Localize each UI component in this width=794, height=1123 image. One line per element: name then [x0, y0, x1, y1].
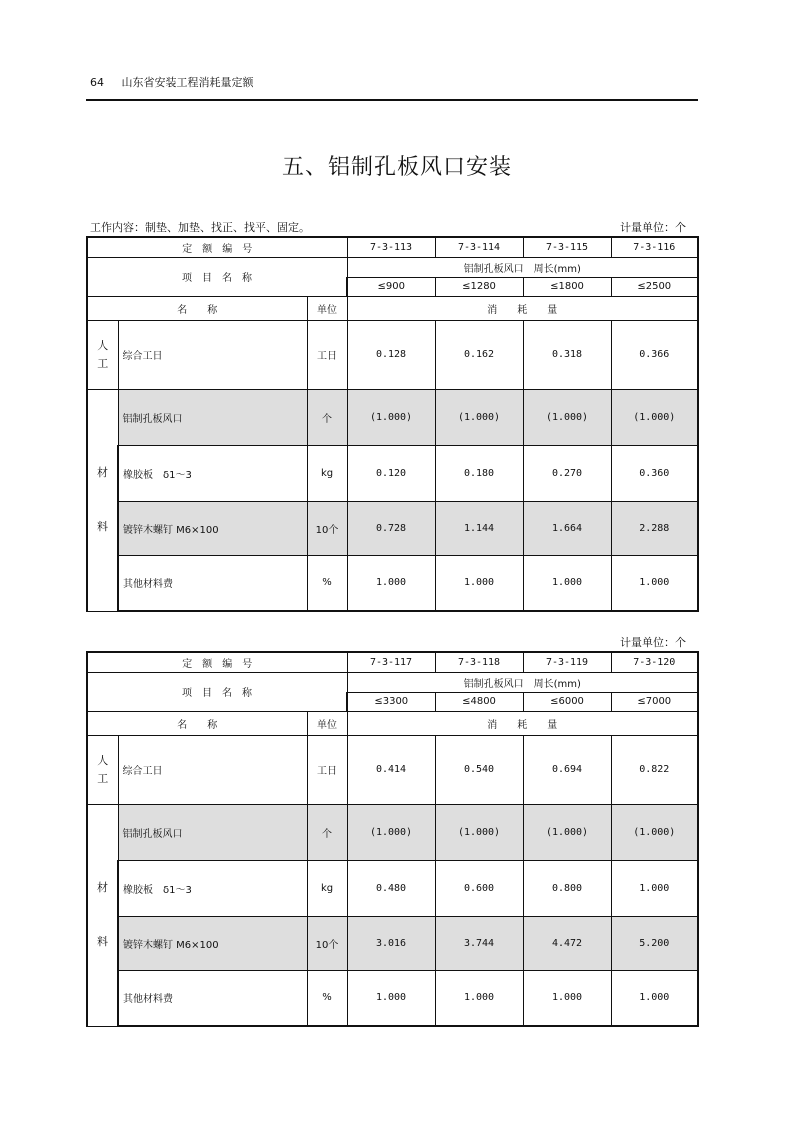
cell-value: (1.000)	[435, 804, 523, 860]
row-unit: 个	[307, 389, 347, 445]
row-unit: 10个	[307, 501, 347, 555]
cell-value: 3.016	[347, 916, 435, 970]
cell-value: 1.000	[435, 555, 523, 611]
unit-column-header: 单位	[307, 711, 347, 735]
cell-value: 0.180	[435, 445, 523, 501]
category-labor: 人 工	[87, 320, 118, 389]
cell-value: 0.822	[611, 735, 698, 804]
row-name: 镀锌木螺钉 M6×100	[118, 916, 307, 970]
cell-value: 0.728	[347, 501, 435, 555]
spec-value: ≤6000	[523, 692, 611, 711]
table-row	[87, 735, 698, 804]
spec-value: ≤1800	[523, 277, 611, 296]
table-row	[87, 501, 698, 555]
row-name: 橡胶板 δ1～3	[118, 445, 307, 501]
cell-value: 0.694	[523, 735, 611, 804]
cell-value: 0.120	[347, 445, 435, 501]
row-unit: %	[307, 555, 347, 611]
consumption-header: 消 耗 量	[347, 296, 698, 320]
category-material: 材 料	[87, 389, 118, 611]
quota-table-2	[86, 651, 699, 1027]
spec-value: ≤2500	[611, 277, 698, 296]
spec-value: ≤900	[347, 277, 435, 296]
cell-value: (1.000)	[523, 389, 611, 445]
cell-value: (1.000)	[435, 389, 523, 445]
row-name: 铝制孔板风口	[118, 389, 307, 445]
cell-value: 1.000	[435, 970, 523, 1026]
name-column-header: 名 称	[87, 296, 307, 320]
spec-title: 铝制孔板风口 周长(mm)	[347, 672, 698, 692]
item-name-label: 项 目 名 称	[87, 257, 347, 296]
cell-value: 1.000	[523, 970, 611, 1026]
quota-code: 7-3-120	[611, 652, 698, 672]
category-material: 材 料	[87, 804, 118, 1026]
header-rule	[86, 99, 698, 101]
cell-value: 0.414	[347, 735, 435, 804]
cell-value: 1.000	[611, 555, 698, 611]
quota-code: 7-3-117	[347, 652, 435, 672]
row-unit: 工日	[307, 320, 347, 389]
cell-value: 0.270	[523, 445, 611, 501]
cell-value: (1.000)	[523, 804, 611, 860]
cell-value: 1.664	[523, 501, 611, 555]
cell-value: (1.000)	[611, 389, 698, 445]
unit-note-2: 计量单位：个	[620, 636, 686, 649]
spec-value: ≤3300	[347, 692, 435, 711]
row-unit: 工日	[307, 735, 347, 804]
item-name-label: 项 目 名 称	[87, 672, 347, 711]
cell-value: 3.744	[435, 916, 523, 970]
cell-value: 5.200	[611, 916, 698, 970]
table-row	[87, 320, 698, 389]
cell-value: 0.480	[347, 860, 435, 916]
table-row	[87, 804, 698, 860]
cell-value: (1.000)	[347, 389, 435, 445]
name-column-header: 名 称	[87, 711, 307, 735]
consumption-header: 消 耗 量	[347, 711, 698, 735]
quota-code: 7-3-114	[435, 237, 523, 257]
cell-value: 0.366	[611, 320, 698, 389]
table-row	[87, 445, 698, 501]
spec-value: ≤4800	[435, 692, 523, 711]
cell-value: 2.288	[611, 501, 698, 555]
quota-code-label: 定 额 编 号	[87, 237, 347, 257]
cell-value: 0.800	[523, 860, 611, 916]
cell-value: (1.000)	[347, 804, 435, 860]
row-name: 橡胶板 δ1～3	[118, 860, 307, 916]
cell-value: 0.318	[523, 320, 611, 389]
cell-value: 0.540	[435, 735, 523, 804]
quota-code: 7-3-113	[347, 237, 435, 257]
cell-value: 1.000	[523, 555, 611, 611]
cell-value: 1.000	[347, 970, 435, 1026]
quota-table-1	[86, 236, 699, 612]
row-unit: kg	[307, 860, 347, 916]
quota-code: 7-3-115	[523, 237, 611, 257]
quota-code: 7-3-116	[611, 237, 698, 257]
cell-value: 0.128	[347, 320, 435, 389]
table-row	[87, 970, 698, 1026]
row-name: 其他材料费	[118, 970, 307, 1026]
cell-value: 0.360	[611, 445, 698, 501]
quota-code: 7-3-118	[435, 652, 523, 672]
cell-value: 1.000	[611, 970, 698, 1026]
row-unit: 个	[307, 804, 347, 860]
cell-value: 1.000	[347, 555, 435, 611]
book-title: 山东省安装工程消耗量定额	[121, 76, 254, 89]
cell-value: 1.000	[611, 860, 698, 916]
spec-title: 铝制孔板风口 周长(mm)	[347, 257, 698, 277]
row-unit: %	[307, 970, 347, 1026]
spec-value: ≤1280	[435, 277, 523, 296]
row-unit: kg	[307, 445, 347, 501]
cell-value: 1.144	[435, 501, 523, 555]
row-name: 综合工日	[118, 735, 307, 804]
table-row	[87, 389, 698, 445]
quota-code-label: 定 额 编 号	[87, 652, 347, 672]
row-name: 其他材料费	[118, 555, 307, 611]
page-number: 64	[90, 76, 104, 89]
quota-code: 7-3-119	[523, 652, 611, 672]
table-row	[87, 860, 698, 916]
row-name: 镀锌木螺钉 M6×100	[118, 501, 307, 555]
row-unit: 10个	[307, 916, 347, 970]
category-labor: 人 工	[87, 735, 118, 804]
cell-value: (1.000)	[611, 804, 698, 860]
cell-value: 4.472	[523, 916, 611, 970]
cell-value: 0.600	[435, 860, 523, 916]
row-name: 综合工日	[118, 320, 307, 389]
unit-note-1: 计量单位：个	[620, 221, 686, 234]
work-content: 工作内容：制垫、加垫、找正、找平、固定。	[90, 221, 310, 234]
row-name: 铝制孔板风口	[118, 804, 307, 860]
unit-column-header: 单位	[307, 296, 347, 320]
cell-value: 0.162	[435, 320, 523, 389]
table-row	[87, 555, 698, 611]
table-row	[87, 916, 698, 970]
spec-value: ≤7000	[611, 692, 698, 711]
section-title: 五、铝制孔板风口安装	[281, 155, 512, 180]
running-header	[90, 74, 254, 90]
